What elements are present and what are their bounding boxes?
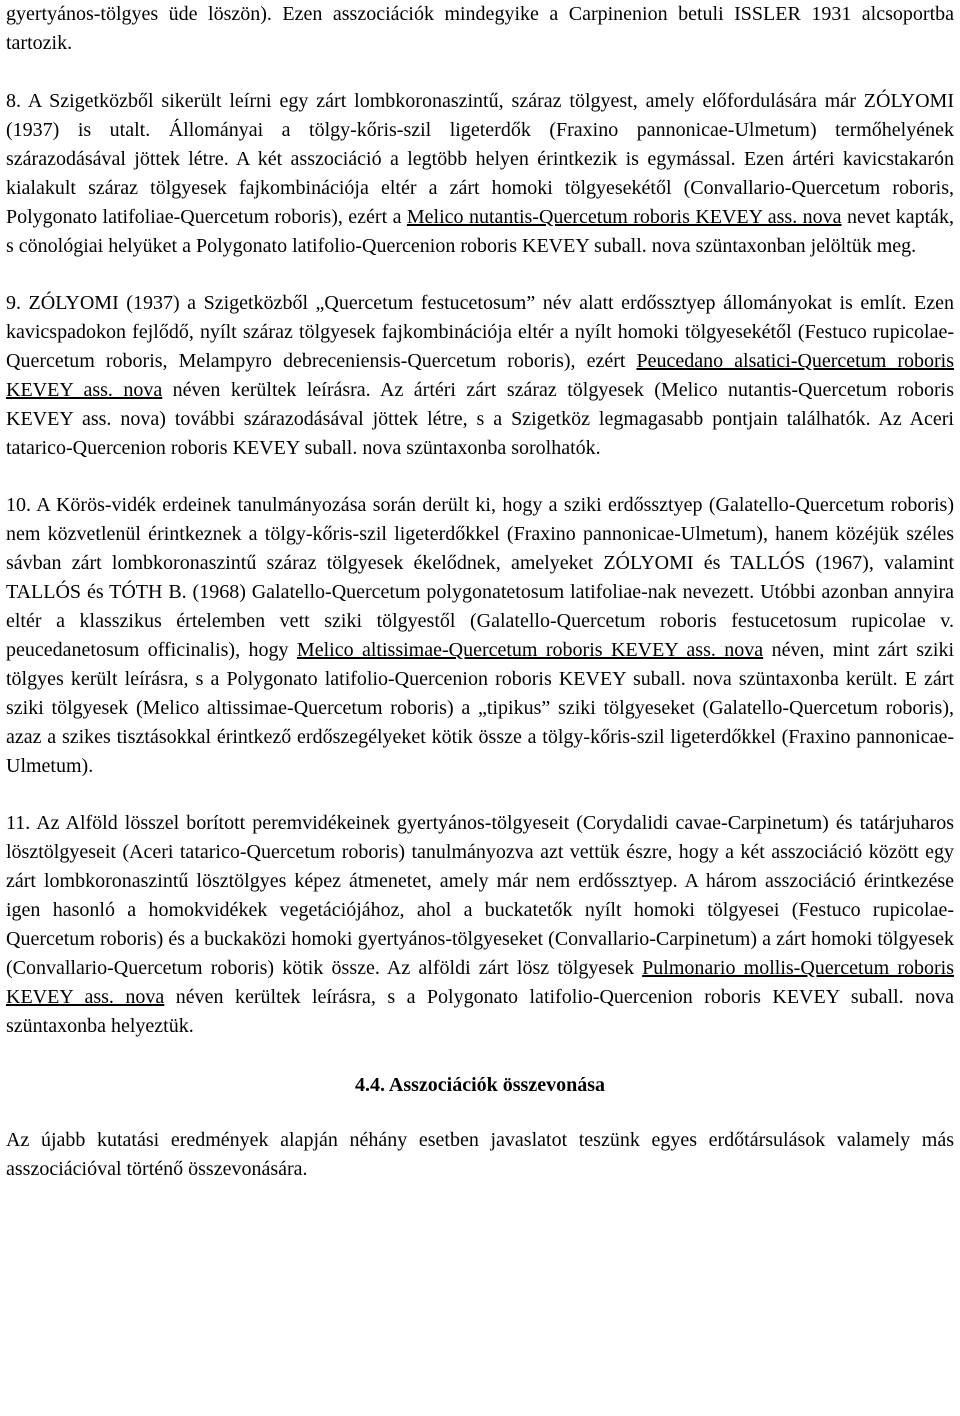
paragraph-11 <box>6 809 954 1041</box>
paragraph-10-text-b: néven, mint zárt sziki tölgyes került leírásra, s a Polygonato latifolio-Quercenion roboris KEVEY suball. nova szüntaxonba került. E zárt sziki tölgyesek (Melico altissimae-Quercetum roboris) a „tipikus” sziki tölgyeseket (Galatello-Quercetum roboris), azaz a szikes tisztásokkal érintkező erdőszegélyeket kötik össze a tölgy-kőris-szil ligeterdőkkel (Fraxino pannonicae-Ulmetum). <box>6 639 954 777</box>
paragraph-9-text-a: 9. ZÓLYOMI (1937) a Szigetközből „Quercetum festucetosum” név alatt erdőssztyep állományokat is említ. Ezen kavicspadokon fejlődő, nyílt száraz tölgyesek fajkombinációja eltér a nyílt homoki tölgyesekétől (Festuco rupicolae-Quercetum roboris, Melampyro debreceniensis-Quercetum roboris), ezért <box>6 292 954 372</box>
paragraph-10-text-a: 10. A Körös-vidék erdeinek tanulmányozása során derült ki, hogy a sziki erdőssztyep (Galatello-Quercetum roboris) nem közvetlenül érintkeznek a tölgy-kőris-szil ligeterdőkkel (Fraxino pannonicae-Ulmetum), hanem közéjük széles sávban zárt lombkoronaszintű száraz tölgyesek ékelődnek, amelyeket ZÓLYOMI és TALLÓS (1967), valamint TALLÓS és TÓTH B. (1968) Galatello-Quercetum polygonatetosum latifoliae-nak nevezett. Utóbbi azonban annyira eltér a klasszikus értelemben vett sziki tölgyestől (Galatello-Quercetum roboris festucetosum rupicolae v. peucedanetosum officinalis), hogy <box>6 494 954 661</box>
section-heading: 4.4. Asszociációk összevonása <box>355 1074 605 1096</box>
paragraph-11-text-b: néven kerültek leírásra, s a Polygonato latifolio-Quercenion roboris KEVEY suball. nova szüntaxonba helyeztük. <box>6 986 954 1037</box>
paragraph-8 <box>6 87 954 261</box>
paragraph-9-underlined-name: Peucedano alsatici-Quercetum roboris KEVEY ass. nova <box>6 350 954 401</box>
paragraph-8-underlined-name: Melico nutantis-Quercetum roboris KEVEY ass. nova <box>406 206 842 228</box>
paragraph-11-text-a: 11. Az Alföld lösszel borított peremvidékeinek gyertyános-tölgyeseit (Corydalidi cavae-Carpinetum) és tatárjuharos lösztölgyeseit (Aceri tatarico-Quercetum roboris) tanulmányozva azt vettük észre, hogy a két asszociáció között egy zárt lombkoronaszintű lösztölgyes képez átmenetet, amely már nem erdőssztyep. A három asszociáció érintkezése igen hasonló a homokvidékek vegetációjához, ahol a buckatetők nyílt homoki tölgyesei (Festuco rupicolae-Quercetum roboris) és a buckaközi homoki gyertyános-tölgyeseket (Convallario-Carpinetum) a zárt homoki tölgyesek (Convallario-Quercetum roboris) kötik össze. Az alföldi zárt lösz tölgyesek <box>6 812 954 979</box>
paragraph-9-text-b: néven kerültek leírásra. Az ártéri zárt száraz tölgyesek (Melico nutantis-Quercetum roboris KEVEY ass. nova) további szárazodásával jöttek létre, s a Szigetköz legmagasabb pontjain találhatók. Az Aceri tatarico-Quercenion roboris KEVEY suball. nova szüntaxonba sorolhatók. <box>6 379 955 459</box>
paragraph-8-text-a: 8. A Szigetközből sikerült leírni egy zárt lombkoronaszintű, száraz tölgyest, amely előfordulására már ZÓLYOMI (1937) is utalt. Állományai a tölgy-kőris-szil ligeterdők (Fraxino pannonicae-Ulmetum) termőhelyének szárazodásával jöttek létre. A két asszociáció a legtöbb helyen érintkezik is egymással. Ezen ártéri kavicstakarón kialakult száraz tölgyesek fajkombinációja eltér a zárt homoki tölgyesekétől (Convallario-Quercetum roboris, Polygonato latifoliae-Quercetum roboris), ezért a <box>6 90 954 228</box>
paragraph-final: Az újabb kutatási eredmények alapján néhány esetben javaslatot teszünk egyes erdőtársulások valamely más asszociációval történő összevonására. <box>6 1129 954 1180</box>
paragraph-10 <box>6 491 954 781</box>
paragraph-10-underlined-name: Melico altissimae-Quercetum roboris KEVEY ass. nova <box>296 639 764 661</box>
paragraph-11-underlined-name: Pulmonario mollis-Quercetum roboris KEVEY ass. nova <box>6 957 955 1008</box>
paragraph-8-text-b: nevet kapták, s cönológiai helyüket a Polygonato latifolio-Quercenion roboris KEVEY suball. nova szüntaxonban jelöltük meg. <box>6 206 955 257</box>
paragraph-9 <box>6 289 954 463</box>
paragraph-intro: gyertyános-tölgyes üde löszön). Ezen asszociációk mindegyike a Carpinenion betuli ISSLER 1931 alcsoportba tartozik. <box>6 3 954 54</box>
